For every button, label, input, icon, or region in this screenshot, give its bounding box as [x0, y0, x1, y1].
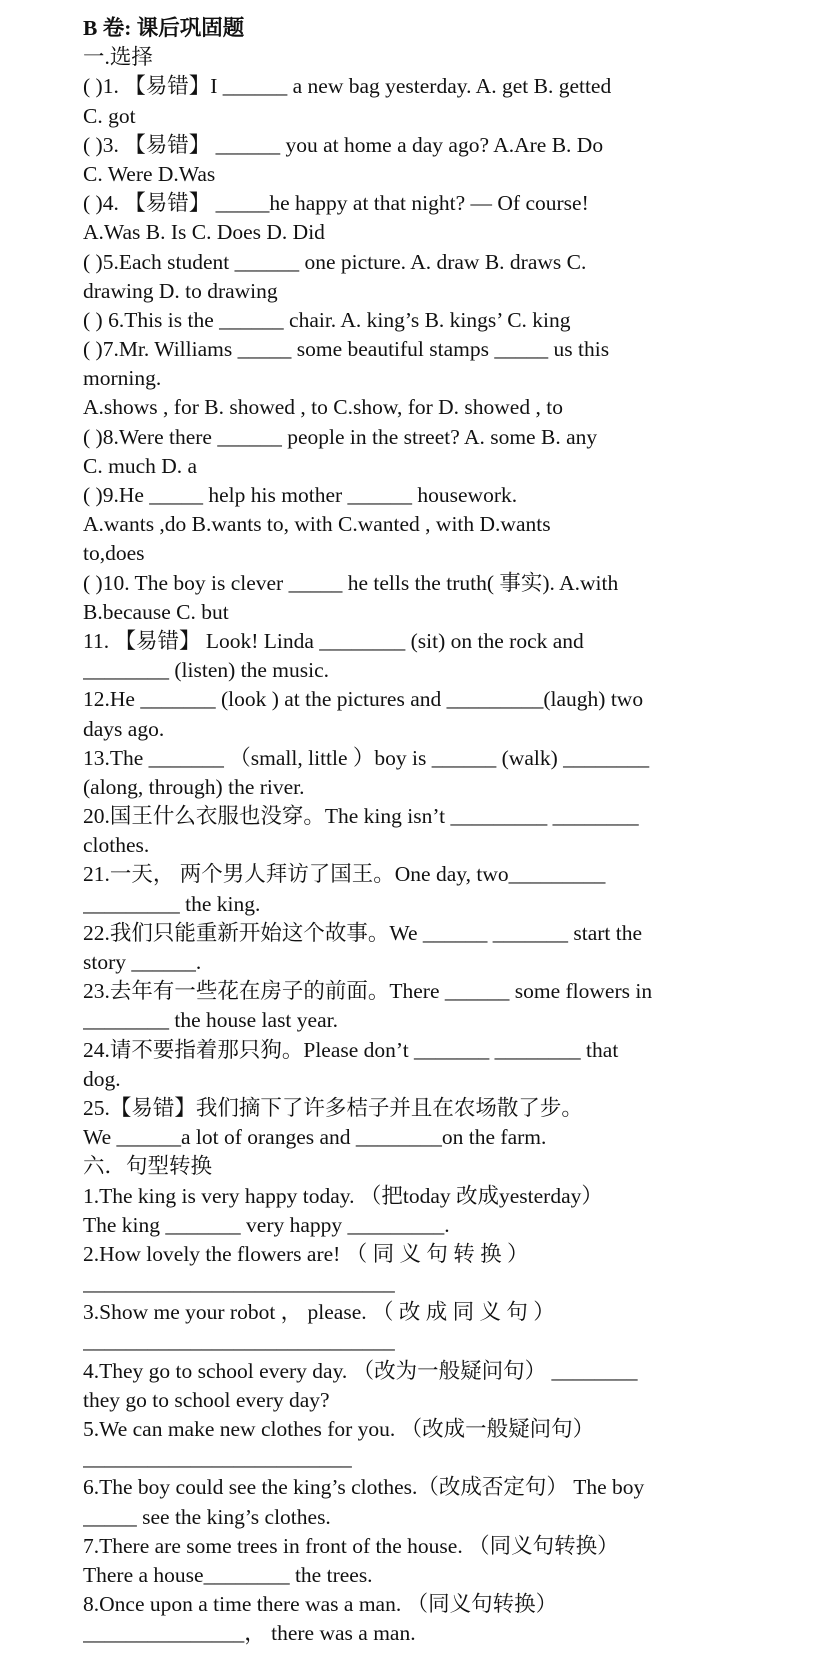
worksheet-line: 六．句型转换 [83, 1154, 213, 1179]
worksheet-line: 1.The king is very happy today. （把today 改成yesterday） [83, 1183, 603, 1208]
worksheet-line: C. much D. a [83, 453, 198, 478]
worksheet-line: 8.Once upon a time there was a man. （同义句转换） [83, 1592, 558, 1617]
worksheet-line: 20.国王什么衣服也没穿。The king isn’t _________ ________ [83, 804, 639, 829]
worksheet-line: _______________， there was a man. [83, 1621, 416, 1646]
worksheet-line: There a house________ the trees. [83, 1562, 373, 1587]
worksheet-line: C. got [83, 103, 136, 128]
worksheet-line: 25.【易错】我们摘下了许多桔子并且在农场散了步。 [83, 1095, 583, 1120]
worksheet-line: ________ the house last year. [83, 1008, 338, 1033]
worksheet-line: 12.He _______ (look ) at the pictures and _________(laugh) two [83, 687, 644, 712]
worksheet-line: C. Were D.Was [83, 161, 216, 186]
worksheet-line: _________ the king. [83, 891, 261, 916]
worksheet-line: 24.请不要指着那只狗。Please don’t _______ ________ that [83, 1037, 619, 1062]
worksheet-line: ( )3. 【易错】 ______ you at home a day ago? A.Are B. Do [83, 132, 604, 157]
worksheet-line: 5.We can make new clothes for you. （改成一般疑问句） [83, 1417, 595, 1441]
worksheet-line: 22.我们只能重新开始这个故事。We ______ _______ start the [83, 920, 643, 945]
worksheet-line: 23.去年有一些花在房子的前面。There ______ some flowers in [83, 979, 653, 1004]
worksheet-line: clothes. [83, 833, 150, 858]
worksheet-line: ________ (listen) the music. [83, 658, 330, 683]
worksheet-line: dog. [83, 1066, 121, 1091]
worksheet-line: _____ see the king’s clothes. [83, 1504, 331, 1529]
worksheet-line: A.wants ,do B.wants to, with C.wanted , with D.wants [83, 512, 551, 537]
worksheet-lines [83, 43, 763, 1648]
worksheet-line: 11. 【易错】 Look! Linda ________ (sit) on the rock and [83, 628, 584, 653]
section-title: B 卷: 课后巩固题 [83, 16, 245, 40]
worksheet-line: (along, through) the river. [83, 774, 305, 799]
worksheet-line: B.because C. but [83, 599, 229, 624]
worksheet-line: to,does [83, 541, 145, 566]
worksheet-line: days ago. [83, 716, 165, 741]
worksheet-line: 一.选择 [83, 45, 153, 70]
worksheet-line: 4.They go to school every day. （改为一般疑问句） ________ [83, 1358, 638, 1383]
worksheet-line: ( )7.Mr. Williams _____ some beautiful stamps _____ us this [83, 337, 610, 362]
worksheet-line: ( )1. 【易错】I ______ a new bag yesterday. A. get B. getted [83, 74, 612, 99]
worksheet-line: A.shows , for B. showed , to C.show, for D. showed , to [83, 395, 563, 420]
worksheet-line: ( )9.He _____ help his mother ______ housework. [83, 483, 518, 507]
worksheet-line: morning. [83, 366, 162, 391]
worksheet-line: ( ) 6.This is the ______ chair. A. king’s B. kings’ C. king [83, 307, 571, 332]
worksheet-line: drawing D. to drawing [83, 278, 278, 303]
worksheet-line: ( )5.Each student ______ one picture. A. draw B. draws C. [83, 249, 587, 274]
worksheet-line: ( )8.Were there ______ people in the street? A. some B. any [83, 424, 598, 449]
worksheet-line: _____________________________ [83, 1329, 395, 1354]
worksheet-line: 7.There are some trees in front of the house. （同义句转换） [83, 1533, 619, 1558]
worksheet-line: 2.How lovely the flowers are! （ 同 义 句 转 换 ） [83, 1241, 529, 1266]
worksheet-line: A.Was B. Is C. Does D. Did [83, 220, 325, 245]
worksheet-line: ( )10. The boy is clever _____ he tells the truth( 事实). A.with [83, 570, 619, 595]
worksheet-line: _____________________________ [83, 1271, 395, 1296]
worksheet-line: 3.Show me your robot ， please. （ 改 成 同 义 句 ） [83, 1300, 555, 1325]
worksheet-line: The king _______ very happy _________. [83, 1212, 450, 1237]
worksheet-line: they go to school every day? [83, 1387, 330, 1412]
worksheet-line: We ______a lot of oranges and ________on the farm. [83, 1125, 547, 1150]
worksheet-line: _________________________ [83, 1446, 352, 1471]
worksheet-line: story ______. [83, 950, 202, 974]
worksheet-line: 13.The _______ （small, little ）boy is ______ (walk) ________ [83, 745, 650, 770]
worksheet-page [83, 14, 763, 1649]
worksheet-line: ( )4. 【易错】 _____he happy at that night? — Of course! [83, 191, 589, 216]
worksheet-line: 6.The boy could see the king’s clothes.（改成否定句） The boy [83, 1475, 645, 1500]
worksheet-line: 21.一天， 两个男人拜访了国王。One day, two_________ [83, 862, 606, 887]
